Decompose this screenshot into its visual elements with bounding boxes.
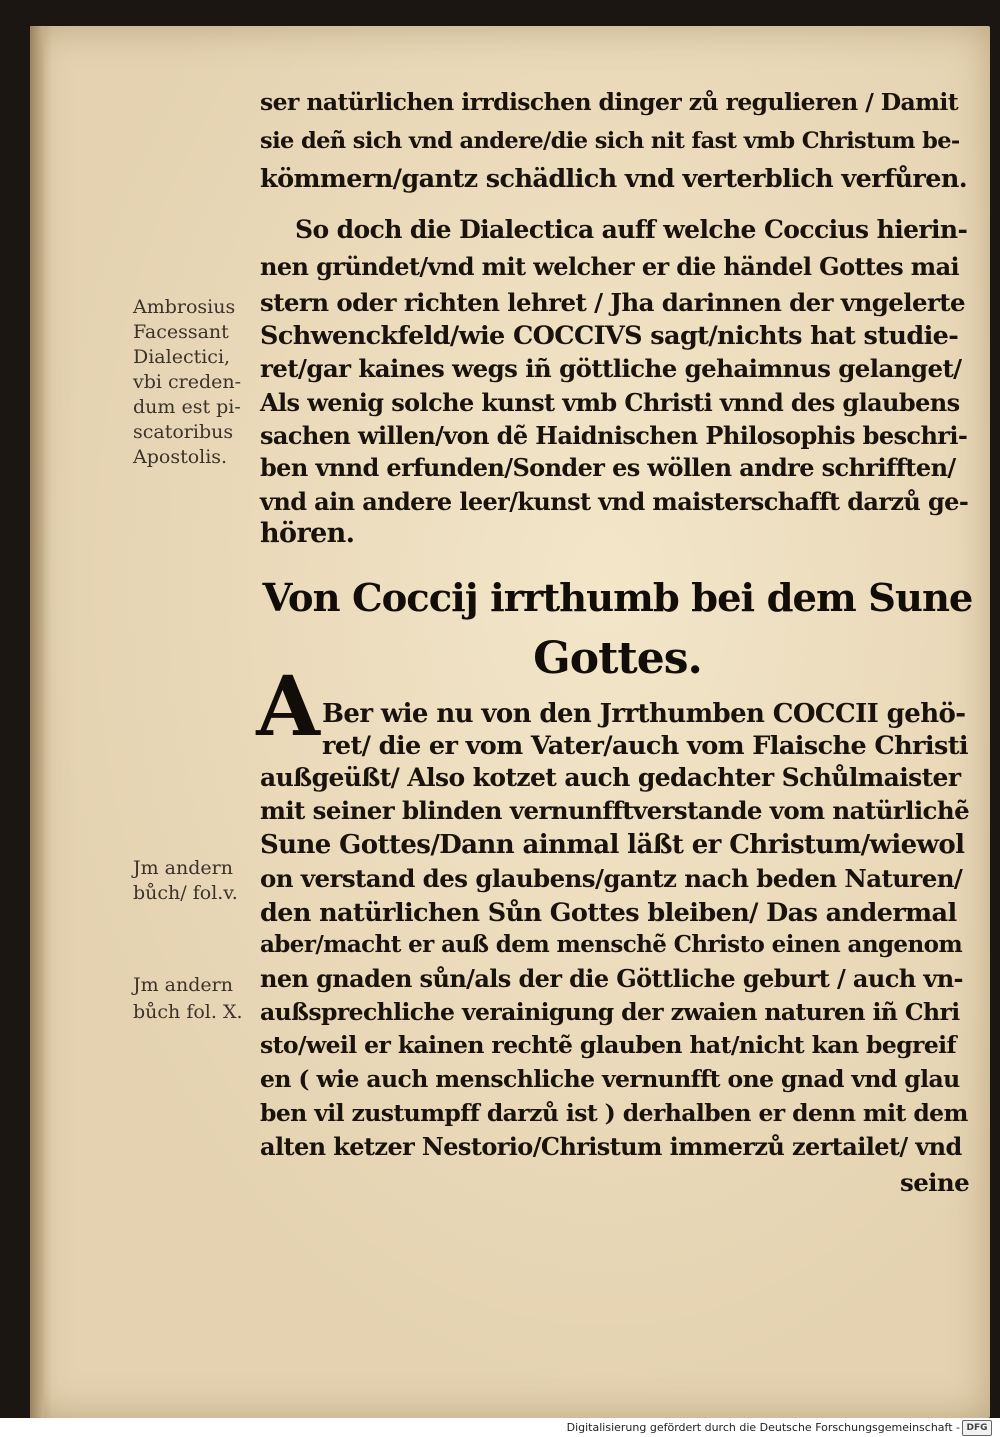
text-line: on verstand des glaubens/gantz nach beden Naturen/ [260,864,963,893]
drop-cap: A [256,659,320,755]
marginal-note-line: Dialectici, [133,346,231,368]
text-line: sie deñ sich vnd andere/die sich nit fast vmb Christum be- [260,128,960,154]
text-line: ret/ die er vom Vater/auch vom Flaische Christi [322,731,968,761]
funding-credit: Digitalisierung gefördert durch die Deutsche Forschungsgemeinschaft - [566,1421,960,1434]
text-line: den natürlichen Sůn Gottes bleiben/ Das andermal [260,898,957,928]
text-line: sto/weil er kainen rechtẽ glauben hat/nicht kan begreif [260,1031,957,1059]
marginal-note-line: dum est pi- [133,396,241,418]
text-line: stern oder richten lehret / Jha darinnen der vngelerte [260,288,965,317]
text-line: ser natürlichen irrdischen dinger zů regulieren / Damit [260,88,959,116]
page-binding-edge [30,26,44,1418]
text-line: vnd ain andere leer/kunst vnd maisterschafft darzů ge- [260,487,969,516]
marginal-note-line: scatoribus [133,421,234,443]
marginal-note-line: Ambrosius [133,296,236,318]
text-line: ret/gar kaines wegs iñ göttliche gehaimnus gelanget/ [260,354,962,383]
text-line: außsprechliche verainigung der zwaien naturen iñ Chri [260,998,960,1026]
marginal-note-line: vbi creden- [133,371,242,393]
footer-bar [0,1418,1000,1437]
marginal-note-line: bůch fol. X. [133,1001,243,1023]
text-line: ben vnnd erfunden/Sonder es wöllen andre schrifften/ [260,453,956,482]
text-line: en ( wie auch menschliche vernunfft one gnad vnd glau [260,1065,960,1093]
text-line: nen gnaden sůn/als der die Göttliche geburt / auch vn- [260,964,963,993]
text-line: aber/macht er auß dem menschẽ Christo einen angenom [260,931,963,958]
catchword: seine [900,1168,970,1197]
marginal-note-line: Apostolis. [133,446,228,468]
marginal-note-line: Facessant [133,321,229,343]
text-line: hören. [260,518,355,549]
section-heading-line: Gottes. [533,633,702,684]
text-line: kömmern/gantz schädlich vnd verterblich verfůren. [260,164,968,194]
text-line: alten ketzer Nestorio/Christum immerzů zertailet/ vnd [260,1132,962,1161]
marginal-note-line: bůch/ fol.v. [133,882,238,904]
text-line: nen gründet/vnd mit welcher er die händel Gottes mai [260,252,960,281]
text-line: Als wenig solche kunst vmb Christi vnnd des glaubens [260,388,960,417]
marginal-note-line: Jm andern [133,857,233,879]
text-line: Sune Gottes/Dann ainmal läßt er Christum/wiewol [260,830,965,860]
text-line: ben vil zustumpff darzů ist ) derhalben er denn mit dem [260,1099,968,1127]
text-line: Ber wie nu von den Jrrthumben COCCII gehö- [322,699,966,729]
text-line: So doch die Dialectica auff welche Coccius hierin- [295,215,968,244]
marginal-note-line: Jm andern [133,974,233,996]
text-line: außgeüßt/ Also kotzet auch gedachter Schůlmaister [260,763,961,792]
dfg-logo-icon: DFG [962,1420,992,1436]
section-heading-line: Von Coccij irrthumb bei dem Sune [262,576,973,621]
text-line: mit seiner blinden vernunfftverstande vom natürlichẽ [260,796,970,825]
text-line: sachen willen/von dẽ Haidnischen Philosophis beschri- [260,421,968,450]
text-line: Schwenckfeld/wie COCCIVS sagt/nichts hat studie- [260,321,959,351]
